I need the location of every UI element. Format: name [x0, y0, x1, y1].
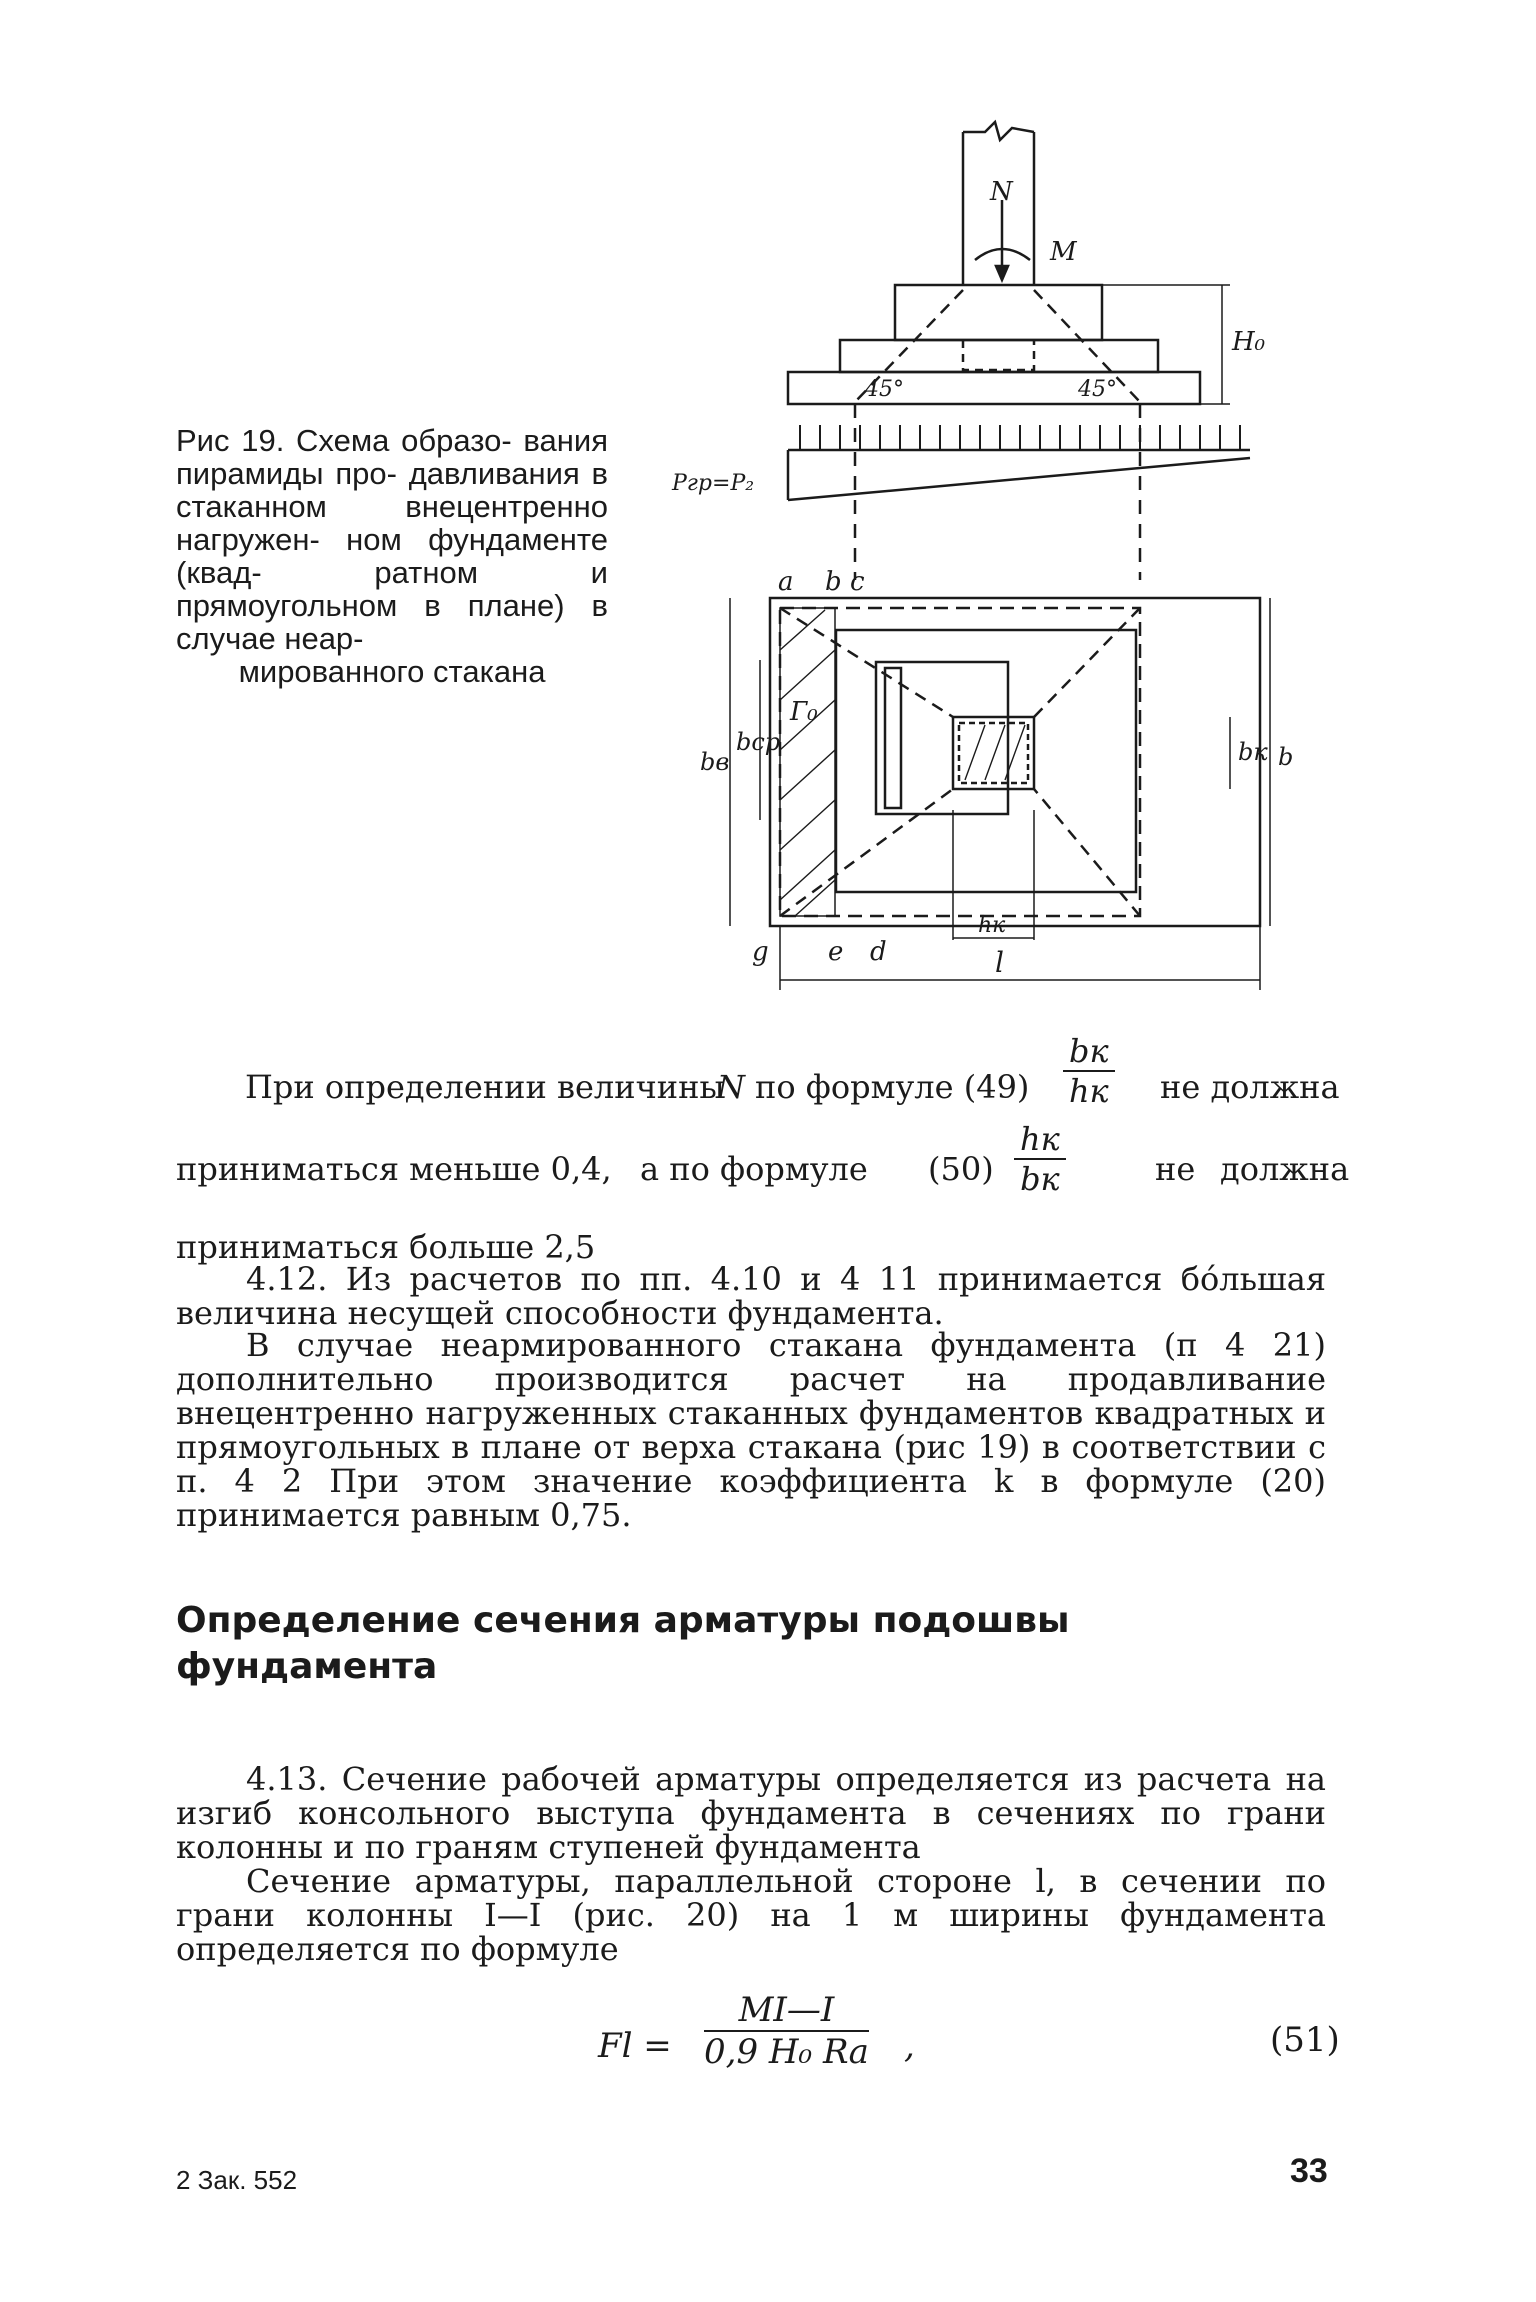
caption-line: вания пирамиды про-	[176, 423, 608, 491]
foundation-diagram	[650, 120, 1294, 1000]
caption-line: в плане) в случае неар-	[176, 588, 608, 656]
fraction-denominator: bк	[1020, 1160, 1060, 1198]
caption-line: Рис 19. Схема образо-	[176, 423, 512, 458]
label-point-d: d	[870, 937, 887, 967]
formula-denominator: 0,9 H₀ Rа	[704, 2032, 869, 2072]
caption-line: ном фундаменте (квад-	[176, 522, 608, 590]
caption-line: мированного стакана	[238, 654, 546, 689]
fraction-denominator: hк	[1068, 1072, 1109, 1110]
text-line: по формуле (49)	[755, 1068, 1030, 1106]
paragraph-4-13: 4.13. Сечение рабочей арматуры определяется из расчета на изгиб консольного выступа фундамента в сечениях по грани колонны и по граням ступеней фундамента	[176, 1760, 1326, 1866]
math-N: N	[717, 1068, 745, 1106]
text-line: не должна	[1160, 1068, 1340, 1106]
label-b: b	[1278, 743, 1294, 771]
label-l: l	[995, 946, 1004, 979]
text-line: (50)	[928, 1150, 994, 1188]
caption-line: давливания в стаканном	[176, 456, 608, 524]
formula-comma: ,	[904, 2026, 915, 2066]
label-point-c: c	[850, 567, 865, 597]
label-angle-left: 45°	[865, 377, 904, 402]
formula-numerator: MI—I	[704, 1990, 869, 2032]
paragraph-4-12: 4.12. Из расчетов по пп. 4.10 и 4 11 принимается бóльшая величина несущей способности фундамента.	[176, 1260, 1326, 1332]
formula-fraction	[704, 1990, 869, 2072]
label-b-cr: bср	[736, 728, 781, 756]
text-line: приниматься больше 2,5	[176, 1228, 596, 1266]
label-b-top: bв	[700, 748, 730, 776]
paragraph-reinforcement: Сечение арматуры, параллельной стороне l, в сечении по грани колонны I—I (рис. 20) на 1 м ширины фундамента определяется по формуле	[176, 1862, 1326, 1968]
print-order-mark: 2 Зак. 552	[176, 2165, 298, 2195]
text-line: приниматься меньше 0,4,	[176, 1150, 612, 1188]
label-pressure: Pгр=P₂	[672, 471, 755, 496]
figure-caption	[176, 424, 608, 688]
text-line: При определении величины	[245, 1068, 725, 1106]
label-angle-right: 45°	[1078, 377, 1117, 402]
fraction-numerator: bк	[1063, 1032, 1115, 1072]
paragraph-unreinforced: В случае неармированного стакана фундамента (п 4 21) дополнительно производится расчет на продавливание внецентренно нагруженных стаканных фундаментов квадратных и прямоугольных в плане от верха стакана (рис 19) в соответствии с п. 4 2 При этом значение коэффициента k в формуле (20) принимается равным 0,75.	[176, 1326, 1326, 1534]
fraction-hk-bk	[1014, 1120, 1066, 1198]
label-H0: H₀	[1232, 327, 1266, 357]
label-point-a: a	[778, 567, 794, 597]
caption-line: ратном и прямоугольном	[176, 555, 608, 623]
formula-number: (51)	[1270, 2020, 1340, 2060]
section-heading: Определение сечения арматуры подошвы фундамента	[176, 1600, 1070, 1687]
label-point-b: b	[825, 567, 842, 597]
formula-lhs: Fl =	[598, 2026, 672, 2066]
page-number: 33	[1290, 2152, 1328, 2190]
label-N: N	[990, 177, 1013, 207]
label-b-k: bк	[1238, 738, 1268, 766]
label-M: M	[1050, 237, 1077, 267]
caption-line: внецентренно нагружен-	[176, 489, 608, 557]
label-point-g: g	[752, 937, 769, 967]
text-line: должна	[1220, 1150, 1350, 1188]
fraction-bk-hk	[1063, 1032, 1115, 1110]
label-point-e: e	[828, 937, 844, 967]
fraction-numerator: hк	[1014, 1120, 1066, 1160]
label-gamma0: Г₀	[790, 697, 818, 727]
text-line: не	[1155, 1150, 1196, 1188]
text-line: а по формуле	[640, 1150, 868, 1188]
label-h-k: hк	[978, 913, 1006, 938]
